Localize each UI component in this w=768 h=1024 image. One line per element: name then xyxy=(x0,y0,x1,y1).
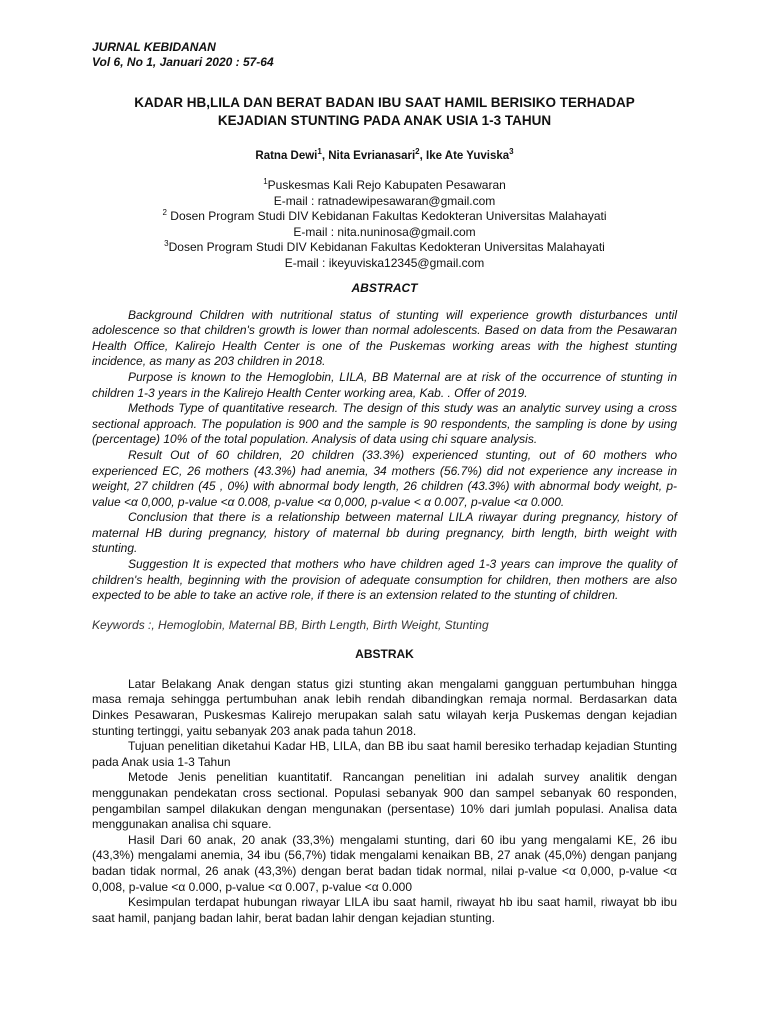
affiliation-2 xyxy=(92,209,677,225)
abstract-indonesian xyxy=(92,677,677,927)
abstrak-kesimpulan: Kesimpulan terdapat hubungan riwayar LILA ibu saat hamil, riwayat hb ibu saat hamil, riwayat bb ibu saat hamil, panjang badan lahir, berat badan lahir dengan kejadian stunting. xyxy=(92,895,677,925)
abstrak-heading: ABSTRAK xyxy=(355,646,414,661)
journal-header xyxy=(92,40,677,70)
keywords: Keywords :, Hemoglobin, Maternal BB, Birth Length, Birth Weight, Stunting xyxy=(92,617,489,632)
abstrak-tujuan: Tujuan penelitian diketahui Kadar HB, LILA, dan BB ibu saat hamil beresiko terhadap kejadian Stunting pada Anak usia 1-3 Tahun xyxy=(92,739,677,769)
author-3: Ike Ate Yuviska xyxy=(426,150,510,162)
journal-volume: Vol 6, No 1, Januari 2020 : 57-64 xyxy=(92,55,274,69)
affiliation-3-email: E-mail : ikeyuviska12345@gmail.com xyxy=(284,255,485,270)
author-2-sup: 2 xyxy=(415,147,420,156)
author-list: Ratna Dewi$^1$, Nita Evrianasari$^2$, Ike Ate Yuviska$^3$ xyxy=(255,147,514,162)
abstrak-hasil: Hasil Dari 60 anak, 20 anak (33,3%) mengalami stunting, dari 60 ibu yang mengalami KE, 26 ibu (43,3%) mengalami anemia, 34 ibu (56,7%) tidak mengalami kenaikan BB, 27 anak (45,0%) dengan panjang badan tidak normal, 26 anak (43,3%) dengan berat badan tidak normal, nilai p-value <α 0,000, p-value <α 0,008, p-value <α 0.000, p-value <α 0.007, p-value <α 0.000 xyxy=(92,832,677,894)
affiliation-1-email: E-mail : ratnadewipesawaran@gmail.com xyxy=(273,193,496,208)
author-1: Ratna Dewi xyxy=(255,150,318,162)
title-line-2: KEJADIAN STUNTING PADA ANAK USIA 1-3 TAHUN xyxy=(217,113,552,128)
abstract-english xyxy=(92,308,677,604)
abstract-methods: Methods Type of quantitative research. The design of this study was an analytic survey using a cross sectional approach. The population is 900 and the sample is 90 respondents, the sampling is done by using (percentage) 10% of the total population. Analysis of data using chi square analysis. xyxy=(92,401,677,447)
abstrak-latar-belakang: Latar Belakang Anak dengan status gizi stunting akan mengalami gangguan pertumbuhan hingga masa remaja sehingga pertumbuhan anak lebih rendah dibandingkan remaja normal. Berdasarkan data Dinkes Pesawaran, Puskesmas Kalirejo merupakan salah satu wilayah kerja Puskemas dengan kejadian stunting tertinggi, yaitu sebanyak 203 anak pada tahun 2018. xyxy=(92,676,677,738)
abstract-suggestion: Suggestion It is expected that mothers who have children aged 1-3 years can improve the quality of children's health, beginning with the provision of adequate consumption for children, then mothers are also expected to be able to take an active role, if there is an extension related to the stunting of children. xyxy=(92,557,677,603)
affiliation-3-text: Dosen Program Studi DIV Kebidanan Fakultas Kedokteran Universitas Malahayati xyxy=(168,240,605,255)
affiliations xyxy=(92,178,677,272)
abstrak-metode: Metode Jenis penelitian kuantitatif. Rancangan penelitian ini adalah survey analitik dengan menggunakan pendekatan cross sectional. Populasi sebanyak 900 dan sampel sebanyak 60 responden, pengambilan sampel dilakukan dengan mengunakan (persentase) 10% dari jumlah populasi. Analisa data menggunakan analisa chi square. xyxy=(92,770,677,832)
title-line-1: KADAR HB,LILA DAN BERAT BADAN IBU SAAT HAMIL BERISIKO TERHADAP xyxy=(134,95,635,110)
journal-name: JURNAL KEBIDANAN xyxy=(92,40,216,54)
abstract-background: Background Children with nutritional status of stunting will experience growth disturbances until adolescence so that children's growth is lower than normal adolescents. Based on data from the Pesawaran Health Office, Kalirejo Health Center is one of the Puskemas working areas with the highest stunting incidence, as many as 203 children in 2018. xyxy=(92,307,677,369)
abstract-purpose: Purpose is known to the Hemoglobin, LILA, BB Maternal are at risk of the occurrence of stunting in children 1-3 years in the Kalirejo Health Center working area, Kab. . Offer of 2019. xyxy=(92,369,677,400)
abstract-heading: ABSTRACT xyxy=(351,280,418,295)
affiliation-1-sup: 1 xyxy=(263,177,268,186)
paper-page xyxy=(92,40,677,926)
affiliation-3 xyxy=(92,240,677,256)
affiliation-1-text: Puskesmas Kali Rejo Kabupaten Pesawaran xyxy=(267,178,506,192)
affiliation-2-sup: 2 xyxy=(162,208,167,218)
paper-title xyxy=(92,94,677,130)
affiliation-2-text: Dosen Program Studi DIV Kebidanan Fakultas Kedokteran Universitas Malahayati xyxy=(166,209,607,224)
affiliation-1 xyxy=(92,178,677,194)
author-3-sup: 3 xyxy=(509,147,514,156)
affiliation-2-email: E-mail : nita.nuninosa@gmail.com xyxy=(293,224,476,239)
affiliation-3-sup: 3 xyxy=(164,239,169,249)
abstract-conclusion: Conclusion that there is a relationship between maternal LILA riwayar during pregnancy, history of maternal HB during pregnancy, history of maternal bb during pregnancy, birth length, birth weight with stunting. xyxy=(92,510,677,556)
abstract-result: Result Out of 60 children, 20 children (33.3%) experienced stunting, out of 60 mothers who experienced EC, 26 mothers (43.3%) had anemia, 34 mothers (56.7%) did not experience any increase in weight, 27 children (45 , 0%) with abnormal body length, 26 children (43.3%) with abnormal body weight, p-value <α 0,000, p-value <α 0.008, p-value <α 0,000, p-value < α 0.007, p-value <α 0.000. xyxy=(92,447,677,509)
author-1-sup: 1 xyxy=(317,147,322,156)
author-2: Nita Evrianasari xyxy=(328,150,416,162)
